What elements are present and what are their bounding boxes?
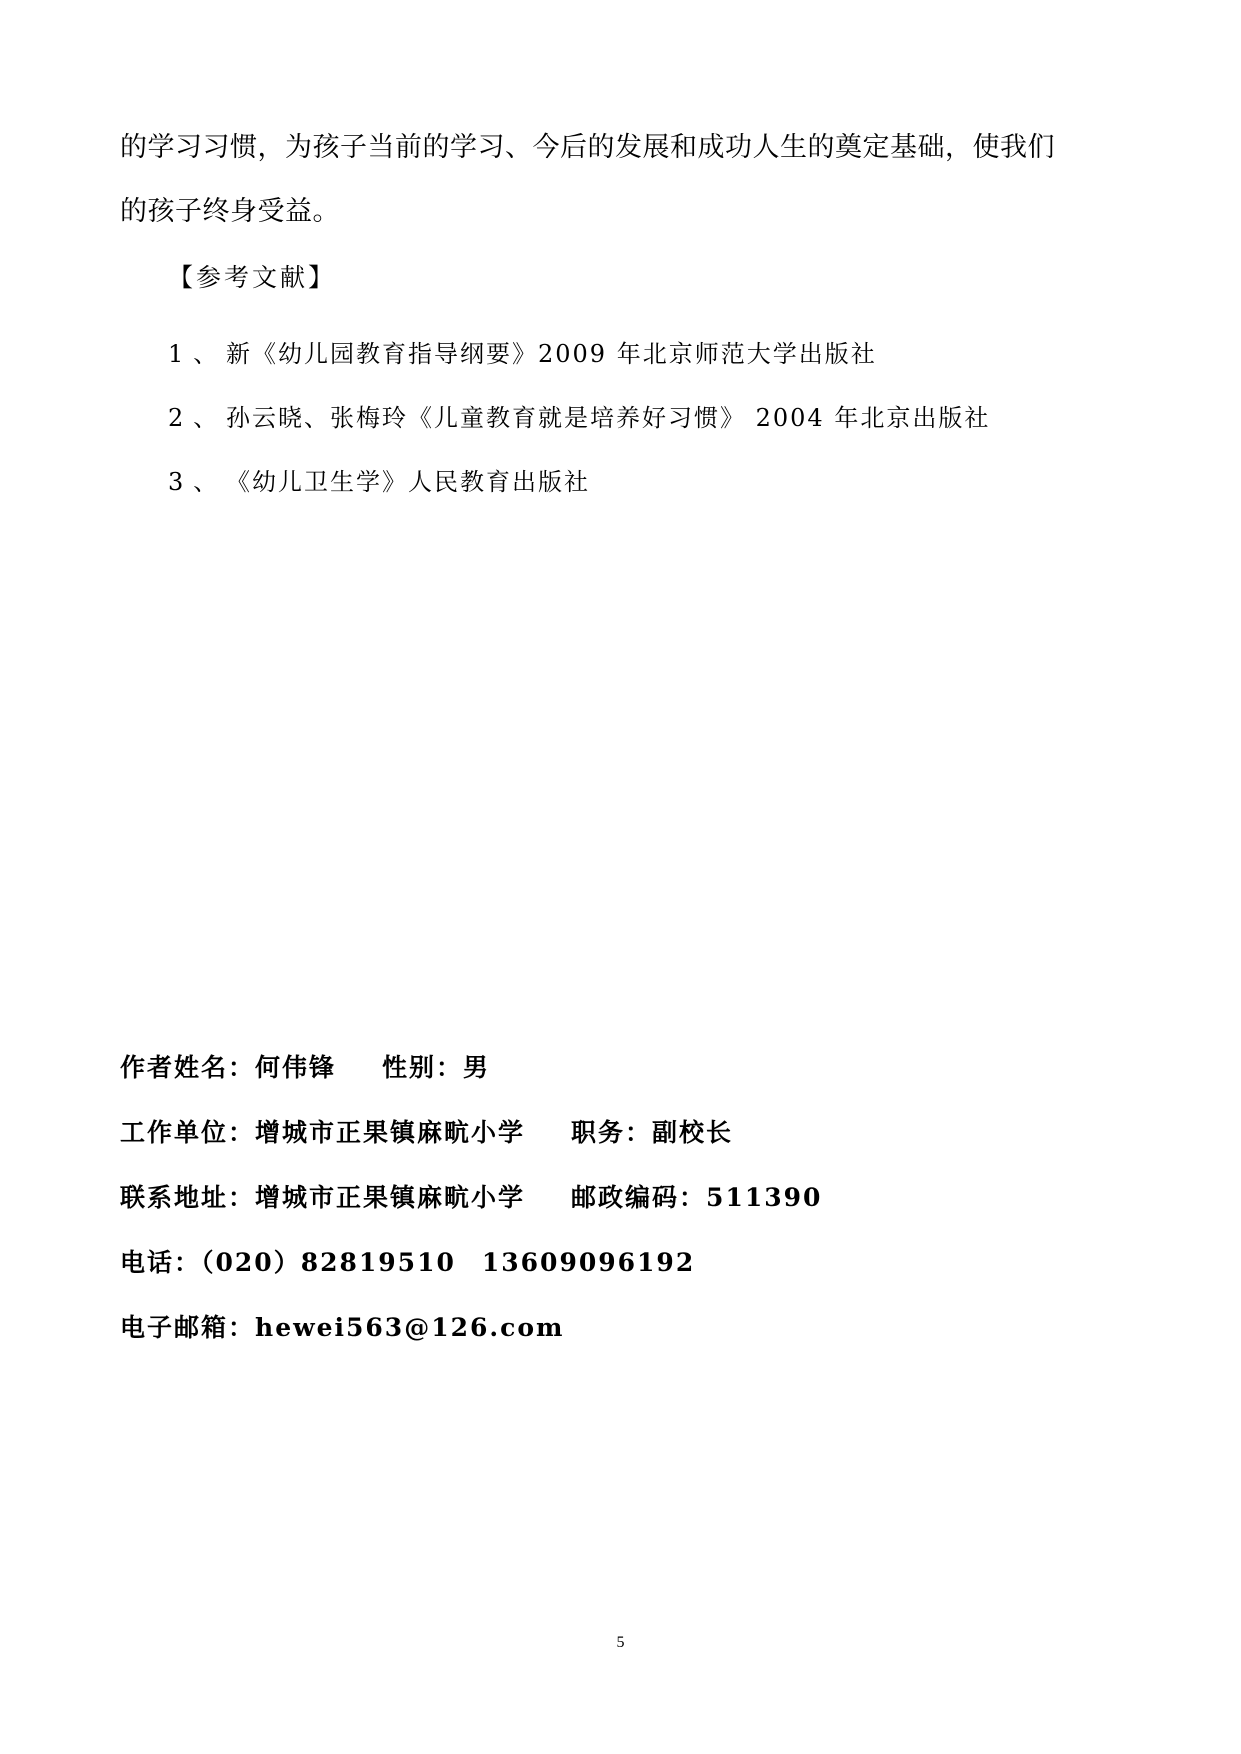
email-label: 电子邮箱： [120,1313,256,1342]
gender-label: 性别： [382,1053,464,1082]
work-unit-label: 工作单位： [120,1118,256,1147]
postcode-label: 邮政编码： [571,1183,707,1212]
references-list [168,322,990,514]
reference-item [168,322,990,386]
phone-label: 电话： [120,1248,202,1277]
reference-number: 1、 [168,340,228,368]
reference-item [168,386,990,450]
phone-number-1: （020）82819510 [201,1248,456,1277]
reference-text: 《幼儿卫生学》人民教育出版社 [226,468,590,496]
address-value: 增城市正果镇麻㽘小学 [255,1183,526,1212]
gender-value: 男 [463,1053,491,1082]
phone-row [120,1230,822,1295]
reference-text: 孙云晓、张梅玲《儿童教育就是培养好习惯》 2004 年北京出版社 [226,404,991,432]
author-info [120,1035,822,1360]
address-label: 联系地址： [120,1183,256,1212]
position-label: 职务： [571,1118,653,1147]
author-name: 何伟锋 [255,1053,337,1082]
references-heading: 【参考文献】 [168,263,337,292]
body-line-1: 的学习习惯，为孩子当前的学习、今后的发展和成功人生的奠定基础，使我们 [120,132,1055,163]
position-value: 副校长 [652,1118,734,1147]
reference-item [168,450,990,514]
author-name-row [120,1035,822,1100]
body-line-2: 的孩子终身受益。 [120,196,340,227]
reference-number: 2、 [168,404,228,432]
postcode-value: 511390 [706,1183,823,1212]
email-row [120,1295,822,1360]
page-number: 5 [616,1634,625,1651]
author-name-label: 作者姓名： [120,1053,256,1082]
work-unit: 增城市正果镇麻㽘小学 [255,1118,526,1147]
address-row [120,1165,822,1230]
work-unit-row [120,1100,822,1165]
phone-number-2: 13609096192 [481,1248,696,1277]
reference-number: 3、 [168,468,228,496]
body-paragraph [120,116,1140,244]
email-value: hewei563@126.com [255,1313,565,1342]
reference-text: 新《幼儿园教育指导纲要》2009 年北京师范大学出版社 [226,340,877,368]
